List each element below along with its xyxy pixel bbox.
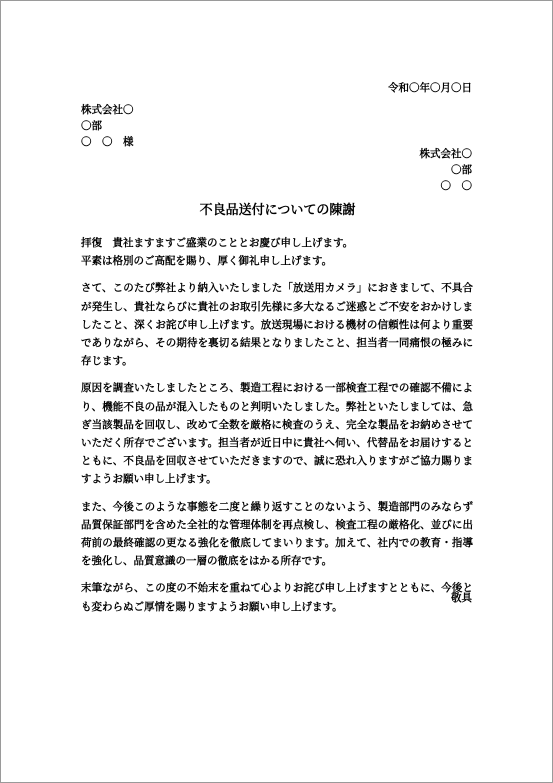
letter-date: 令和〇年〇月〇日 [388,82,472,94]
sender-block [420,146,473,194]
letter-body [81,234,473,625]
sender-company: 株式会社〇 [419,148,472,160]
sender-name: 〇 〇 [440,180,472,192]
letter-closing: 敬具 [451,592,472,604]
sender-department: 〇部 [451,164,472,176]
body-paragraph-apology: さて、このたび弊社より納入いたしました「放送用カメラ」におきまして、不具合が発生し、貴社ならびに貴社のお取引先様に多大なるご迷惑とご不安をおかけしましたこと、深くお詫び申し上げます。放送現場における機材の信頼性は何より重要でありながら、その期待を裏切る結果となりましたこと、担当者一同痛恨の極みに存じます。 [81,282,473,368]
letter-title: 不良品送付についての陳謝 [199,203,356,218]
recipient-company: 株式会社〇 [81,104,134,116]
body-paragraph-greeting: 拝復 貴社ますますご盛業のこととお慶び申し上げます。 平素は格別のご高配を賜り、厚く御礼申し上げます。 [81,237,354,268]
body-paragraph-closing: 末筆ながら、この度の不始末を重ねて心よりお詫び申し上げますとともに、今後とも変わらぬご厚情を賜りますようお願い申し上げます。 [81,582,473,613]
recipient-department: 〇部 [81,120,102,132]
body-paragraph-prevention: また、今後このような事態を二度と繰り返すことのないよう、製造部門のみならず品質保証部門を含めた全社的な管理体制を再点検し、検査工程の厳格化、並びに出荷前の最終確認の更なる強化を徹底してまいります。加えて、社内での教育・指導を強化し、品質意識の一層の徹底をはかる所存です。 [81,500,473,568]
body-paragraph-cause: 原因を調査いたしましたところ、製造工程における一部検査工程での確認不備により、機能不良の品が混入したものと判明いたしました。弊社といたしましては、急ぎ当該製品を回収し、改めて全数を厳格に検査のうえ、完全な製品をお納めさせていただく所存でございます。担当者が近日中に貴社へ伺い、代替品をお届けするとともに、不良品を回収させていただきますので、誠に恐れ入りますがご協力賜りますようお願い申し上げます。 [81,382,473,486]
recipient-name: 〇 〇 様 [81,136,134,148]
recipient-block [81,102,134,150]
